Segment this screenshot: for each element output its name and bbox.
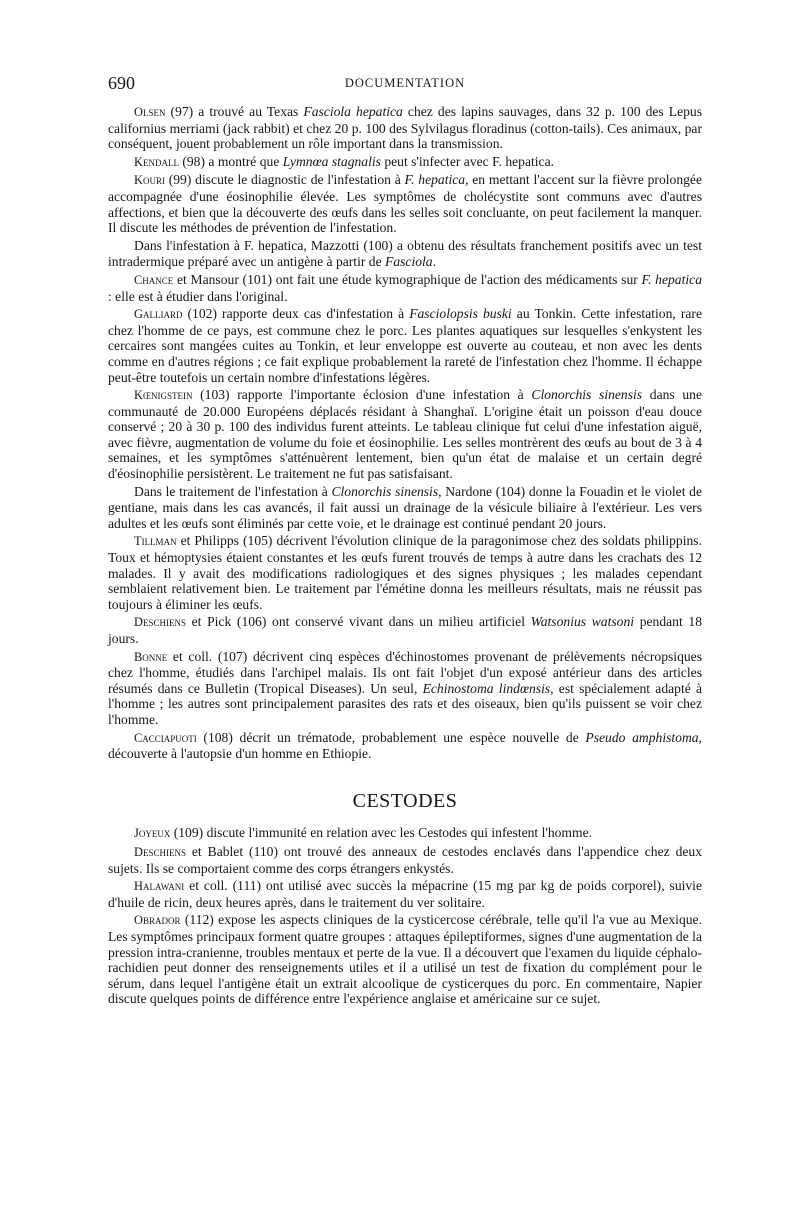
- paragraph-text: et coll. (107) décrivent cinq espèces d'échinostomes provenant de prélèvements nécropsiques chez l'homme, étudiés dans l'archipel malais. Ils ont fait l'objet d'un exposé antérieur dans des articles résumés dans ce Bulletin (Tropical Diseases). Un seul,: [108, 648, 702, 696]
- species-name: Clonorchis sinensis: [331, 483, 439, 499]
- paragraph-koenigstein: [108, 387, 702, 482]
- author-name: Kouri: [134, 173, 165, 188]
- paragraph-text: (103) rapporte l'importante éclosion d'une infestation à: [192, 387, 532, 403]
- trematodes-section: [108, 104, 702, 762]
- author-name: Cacciapuoti: [134, 730, 197, 745]
- paragraph-galliard: [108, 306, 702, 385]
- author-name: Tillman: [134, 534, 177, 549]
- author-name: Kœnigstein: [134, 388, 193, 403]
- author-name: Joyeux: [134, 826, 171, 841]
- page-header: [108, 73, 702, 97]
- section-title: CESTODES: [352, 789, 458, 812]
- author-name: Galliard: [134, 307, 183, 322]
- page-number: 690: [108, 73, 135, 93]
- author-name: Kendall: [134, 154, 179, 169]
- paragraph-cacciapuoti: [108, 730, 702, 762]
- paragraph-text: et Bablet (110) ont trouvé des anneaux de cestodes enclavés dans l'appendice chez deux sujets. Ils se comportaient comme des corps étrangers enkystés.: [108, 843, 702, 876]
- paragraph-mazzotti: [108, 238, 702, 270]
- paragraph-text: (108) décrit un trématode, probablement une espèce nouvelle de: [196, 729, 586, 745]
- paragraph-chance: [108, 272, 702, 304]
- paragraph-text: Dans l'infestation à F. hepatica, Mazzotti (100) a obtenu des résultats franchement positifs avec un test intradermique préparé avec un antigène à partir de: [108, 237, 702, 270]
- paragraph-text: , en mettant l'accent sur la fièvre prolongée accompagnée d'une éosinophilie élevée. Les symptômes de cholécystite sont communs avec d'autres affections, et bien que la découverte des œufs dans les selles soit concluante, on peut facilement la manquer. Il discute les méthodes de prévention de l'infestation.: [108, 172, 702, 236]
- paragraph-text: et Mansour (101) ont fait une étude kymographique de l'action des médicaments sur: [173, 271, 642, 287]
- paragraph-text: , découverte à l'autopsie d'un homme en Ethiopie.: [108, 729, 702, 762]
- paragraph-text: au Tonkin. Cette infestation, rare chez l'homme de ce pays, est commune chez le porc. Les plantes aquatiques sur lesquelles s'enkystent les cercaires sont mangées cuites au Tonkin, et leur enveloppe est ouverte au couteau, et non avec les dents comme en d'autres régions ; ce fait explique probablement la rareté de l'infestation chez l'homme. Il échappe peut-être toutefois un certain nombre d'infestations légères.: [108, 306, 702, 385]
- author-name: Halawani: [134, 879, 185, 894]
- paragraph-kendall: [108, 154, 702, 171]
- paragraph-text: dans une communauté de 20.000 Européens déplacés résidant à Shanghaï. L'origine était un poisson d'eau douce conservé ; 20 à 30 p. 100 des individus furent atteints. Le tableau clinique fut celui d'une infestation aiguë, avec fièvre, augmentation de volume du foie et éosinophilie. Les selles montrèrent des œufs au bout de 3 à 4 semaines, et les symptômes s'atténuèrent lentement, bien qu'un état de malaise et un certain degré d'éosinophilie persistèrent. Le traitement ne fut pas satisfaisant.: [108, 387, 703, 482]
- paragraph-text: (99) discute le diagnostic de l'infestation à: [164, 172, 405, 188]
- species-name: Watsonius watsoni: [530, 614, 635, 630]
- paragraph-text: et Philipps (105) décrivent l'évolution clinique de la paragonimose chez des soldats philippins. Toux et hémoptysies étaient constantes et les œufs furent trouvés de temps à autre dans les crachats des 12 malades. Il y avait des modifications radiologiques et des signes physiques ; les malades cependant semblaient relativement bien. Le traitement par l'émétine donna les meilleurs résultats, mais ne réussit pas toujours à éliminer les œufs.: [108, 533, 702, 612]
- paragraph-text: : elle est à étudier dans l'original.: [108, 288, 288, 304]
- paragraph-deschiens-pick: [108, 614, 702, 646]
- paragraph-text: peut s'infecter avec F. hepatica.: [380, 153, 555, 169]
- species-name: Lymnœa stagnalis: [282, 153, 381, 169]
- author-name: Chance: [134, 272, 174, 287]
- paragraph-deschiens-bablet: [108, 844, 702, 876]
- paragraph-text: , Nardone (104) donne la Fouadin et le violet de gentiane, mais dans les cas avancés, il fait aussi un drainage de la vésicule biliaire à l'extérieur. Les vers adultes et les œufs sont éliminés par cette voie, et le drainage est continué pendant 20 jours.: [108, 483, 702, 531]
- species-name: Pseudo amphistoma: [585, 729, 699, 745]
- author-name: Olsen: [134, 105, 166, 119]
- paragraph-joyeux: [108, 825, 702, 842]
- species-name: Echinostoma lindœnsis: [422, 680, 551, 696]
- paragraph-text: (109) discute l'immunité en relation avec les Cestodes qui infestent l'homme.: [170, 825, 592, 841]
- paragraph-text: .: [432, 254, 437, 270]
- paragraph-text: (102) rapporte deux cas d'infestation à: [182, 306, 410, 322]
- species-name: Fasciolopsis buski: [409, 306, 512, 322]
- author-name: Deschiens: [134, 615, 186, 630]
- paragraph-text: pendant 18 jours.: [108, 614, 702, 646]
- paragraph-text: (98) a montré que: [178, 153, 283, 169]
- species-name: Fasciola hepatica: [303, 104, 403, 119]
- cestodes-section: [108, 825, 702, 1007]
- paragraph-nardone: [108, 484, 702, 532]
- author-name: Deschiens: [134, 844, 186, 859]
- paragraph-olsen: [108, 104, 702, 152]
- paragraph-text: (112) expose les aspects cliniques de la cysticercose cérébrale, telle qu'il l'a vue au Mexique. Les symptômes principaux forment quatre groupes : attaques épileptiformes, signes d'une augmentation de la pression intra-cranienne, troubles mentaux et perte de la vue. Il a découvert que l'examen du liquide céphalo-rachidien peut donner des renseignements utiles et il a utilisé un test de fixation du complément pour le sérum, dans lequel l'antigène était un extrait alcoolique de cysticerques du porc. En commentaire, Napier discute quelques points de différence entre l'expérience anglaise et américaine sur ce sujet.: [108, 912, 702, 1007]
- species-name: F. hepatica: [404, 172, 466, 188]
- paragraph-text: et Pick (106) ont conservé vivant dans un milieu artificiel: [185, 614, 531, 630]
- paragraph-text: chez des lapins sauvages, dans 32 p. 100 des Lepus californius merriami (jack rabbit) et chez 20 p. 100 des Sylvilagus floradinus (cotton-tails). Ces animaux, par conséquent, jouent probablement un rôle important dans la transmission.: [108, 104, 702, 152]
- paragraph-text: , est spécialement adapté à l'homme ; les autres sont principalement parasites des rats et des oiseaux, bien qu'ils puissent se voir chez l'homme.: [108, 680, 703, 727]
- author-name: Obrador: [134, 913, 181, 928]
- species-name: Fasciola: [385, 254, 433, 270]
- species-name: F. hepatica: [641, 271, 702, 287]
- paragraph-kouri: [108, 172, 702, 235]
- author-name: Bonne: [134, 649, 168, 664]
- paragraph-obrador: [108, 912, 702, 1007]
- paragraph-text: et coll. (111) ont utilisé avec succès la mépacrine (15 mg par kg de poids corporel), suivie d'huile de ricin, deux heures après, dans le traitement du ver solitaire.: [108, 878, 702, 910]
- species-name: Clonorchis sinensis: [531, 387, 643, 403]
- paragraph-text: Dans le traitement de l'infestation à: [134, 483, 332, 499]
- body-text: [108, 104, 702, 1009]
- paragraph-tillman: [108, 533, 702, 612]
- paragraph-text: (97) a trouvé au Texas: [165, 104, 304, 119]
- running-head: DOCUMENTATION: [344, 76, 466, 90]
- paragraph-halawani: [108, 878, 702, 910]
- paragraph-bonne: [108, 649, 702, 728]
